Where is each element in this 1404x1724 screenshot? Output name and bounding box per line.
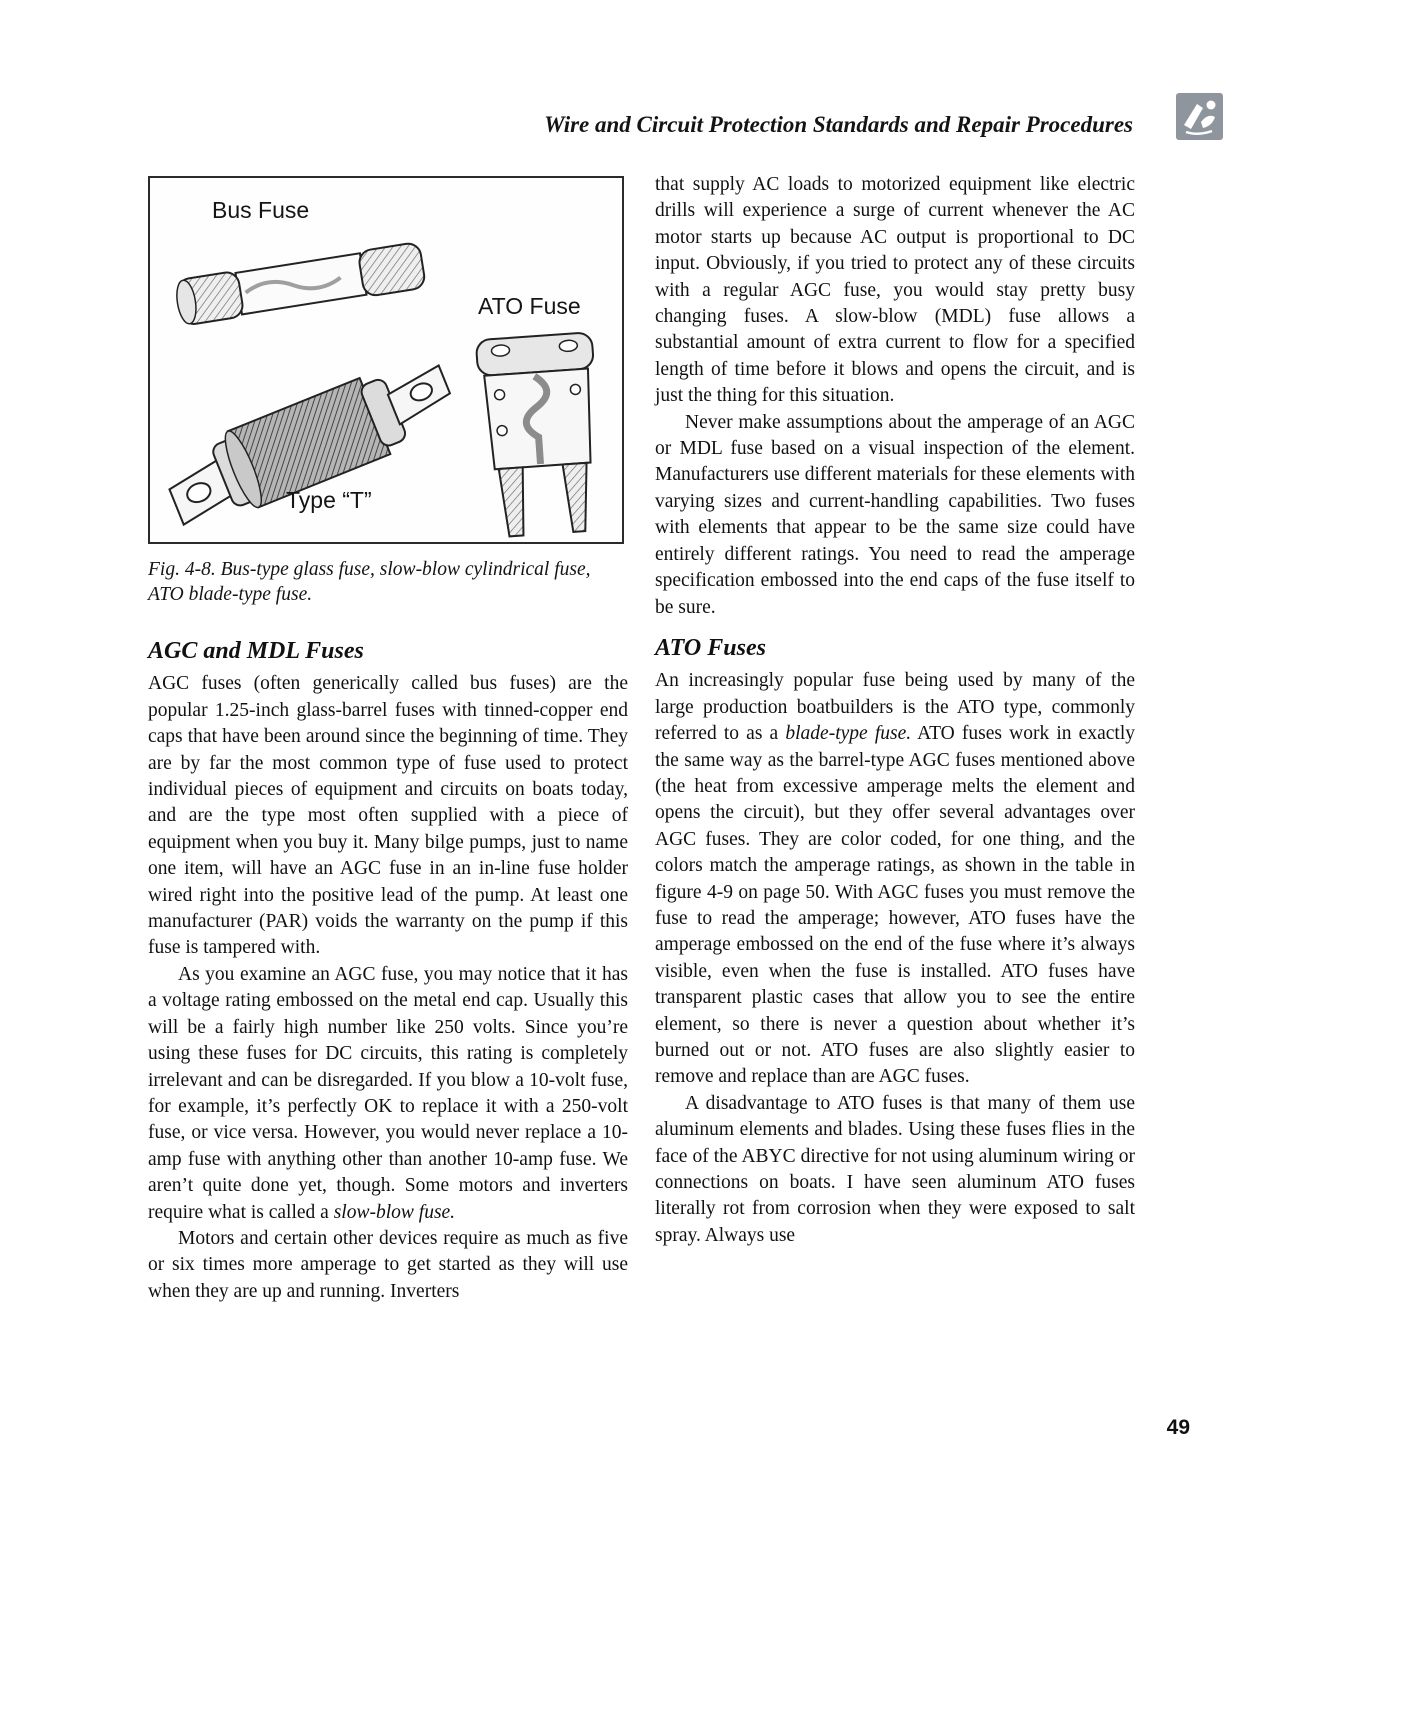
chapter-icon-graphic	[1176, 93, 1223, 140]
figure-label-type-t: Type “T”	[286, 487, 372, 513]
paragraph: AGC fuses (often generically called bus fuses) are the popular 1.25-inch glass-barrel fuses with tinned-copper end caps that have been around since the beginning of time. They are by far the most common type of fuse used to protect individual pieces of equipment and circuits on boats today, and are the type most often supplied with a piece of equipment when you buy it. Many bilge pumps, just to name one item, will have an AGC fuse in an in-line fuse holder wired right into the positive lead of the pump. At least one manufacturer (PAR) voids the warranty on the pump if this fuse is tampered with.	[148, 673, 628, 959]
paragraph-text: An increasingly popular fuse being used by many of the large production boatbuilders is the ATO type, commonly referred to as a	[655, 670, 1135, 745]
paragraph	[655, 668, 1135, 1091]
figure-label-ato-fuse: ATO Fuse	[478, 293, 581, 319]
ato-fuse-drawing	[476, 332, 606, 538]
figure-4-8	[148, 176, 624, 544]
paragraph: A disadvantage to ATO fuses is that many of them use aluminum elements and blades. Using these fuses flies in the face of the ABYC directive for not using aluminum wiring or connections on boats. I have seen aluminum ATO fuses literally rot from corrosion when they were exposed to salt spray. Always use	[655, 1092, 1135, 1246]
paragraph: Motors and certain other devices require as much as five or six times more amperage to get started as they will use when they are up and running. Inverters	[148, 1227, 628, 1302]
italic-term: slow-blow fuse.	[333, 1201, 456, 1223]
section-heading-ato: ATO Fuses	[655, 634, 766, 661]
left-column	[148, 638, 628, 1305]
figure-label-bus-fuse: Bus Fuse	[212, 197, 310, 223]
fuse-illustration	[150, 178, 622, 542]
bus-fuse-drawing	[174, 242, 426, 326]
paragraph-text: As you examine an AGC fuse, you may notice that it has a voltage rating embossed on the metal end cap. Usually this will be a fairly high number like 250 volts. Since you’re using these fuses for DC circuits, this rating is completely irrelevant and can be disregarded. If you blow a 10-volt fuse, for example, it’s perfectly OK to replace it with a 250-volt fuse, or vice versa. However, you would never replace a 10-amp fuse with anything other than another 10-amp fuse. We aren’t quite done yet, though. Some motors and inverters require what is called a	[148, 963, 628, 1223]
chapter-icon	[1176, 93, 1223, 140]
figure-caption: Fig. 4-8. Bus-type glass fuse, slow-blow cylindrical fuse, ATO blade-type fuse.	[148, 559, 591, 605]
section-heading-agc-mdl: AGC and MDL Fuses	[148, 638, 364, 664]
paragraph-text: ATO fuses work in exactly the same way as the barrel-type AGC fuses mentioned above (the heat from excessive amperage melts the element and opens the circuit), but they offer several advantages over AGC fuses. They are color coded, for one thing, and the colors match the amperage ratings, as shown in the table in figure 4-9 on page 50. With AGC fuses you must remove the fuse to read the amperage; however, ATO fuses have the amperage embossed on the end of the fuse where it’s always visible, even when the fuse is installed. ATO fuses have transparent plastic cases that allow you to see the entire element, so there is never a question about whether it’s burned out or not. ATO fuses are also slightly easier to remove and replace than are AGC fuses.	[655, 723, 1135, 1088]
paragraph	[148, 962, 628, 1226]
paragraph: that supply AC loads to motorized equipment like electric drills will experience a surge of current whenever the AC motor starts up because AC output is proportional to DC input. Obviously, if you tried to protect any of these circuits with a regular AGC fuse, you would stay pretty busy changing fuses. A slow-blow (MDL) fuse allows a substantial amount of extra current to flow for a specified length of time before it blows and opens the circuit, and is just the thing for this situation.	[655, 174, 1135, 407]
running-header: Wire and Circuit Protection Standards and Repair Procedures	[544, 112, 1133, 137]
right-column	[655, 172, 1135, 1249]
page-number: 49	[1166, 1416, 1190, 1439]
italic-term: blade-type fuse.	[785, 723, 912, 745]
paragraph: Never make assumptions about the amperage of an AGC or MDL fuse based on a visual inspection of the element. Manufacturers use different materials for these elements with varying sizes and current-handling capabilities. Two fuses with elements that appear to be the same size could have entirely different ratings. You need to read the amperage specification embossed into the end caps of the fuse itself to be sure.	[655, 411, 1135, 618]
